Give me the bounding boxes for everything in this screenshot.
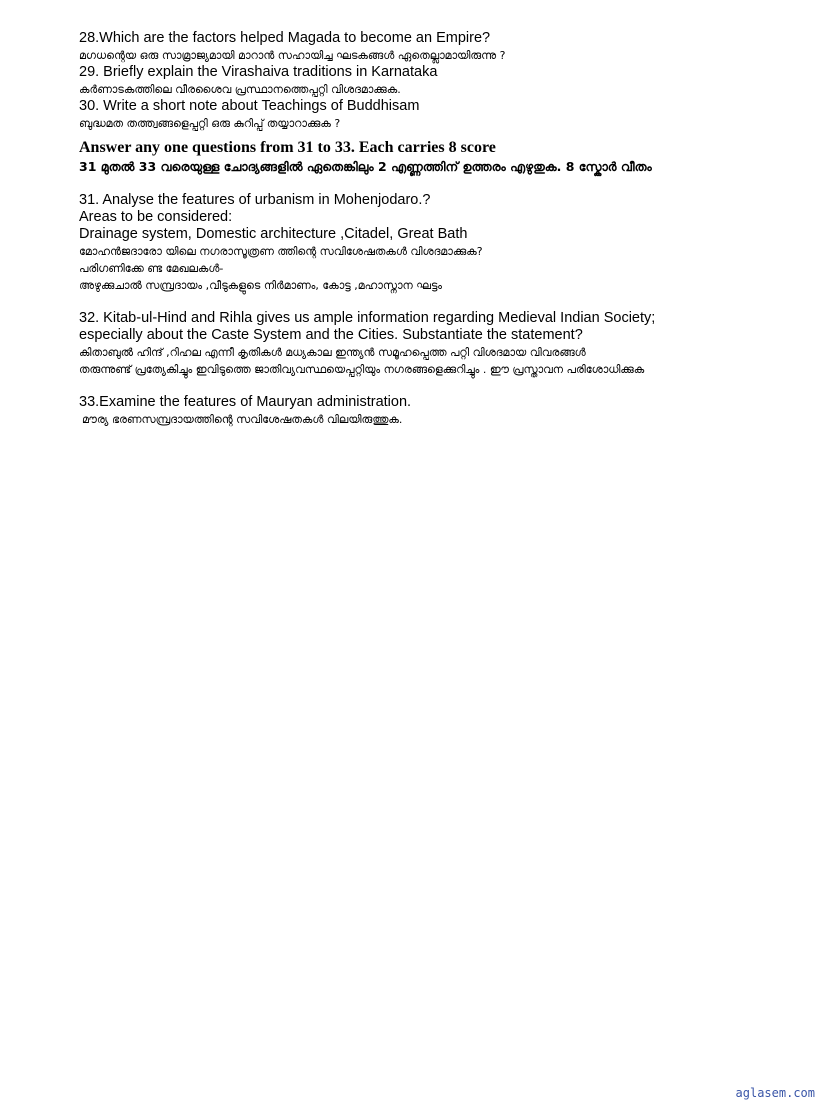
question-30-english: 30. Write a short note about Teachings of Buddhisam	[79, 98, 420, 114]
spacer	[79, 176, 809, 192]
section-heading-malayalam: 31 മുതൽ 33 വരെയുള്ള ചോദ്യങ്ങളിൽ ഏതെങ്കിലും 2 എണ്ണത്തിന് ഉത്തരം എഴുതുക. 8 സ്കോർ വീതം	[79, 159, 652, 174]
question-29-malayalam: കർണാടകത്തിലെ വീരശൈവ പ്രസ്ഥാനത്തെപ്പറ്റി വിശദമാക്കുക.	[79, 83, 401, 96]
question-28-english: 28.Which are the factors helped Magada to become an Empire?	[79, 30, 491, 46]
document-page	[79, 30, 809, 428]
question-31-areas-list: Drainage system, Domestic architecture ,Citadel, Great Bath	[79, 226, 468, 242]
question-32-english-line2: especially about the Caste System and the Cities. Substantiate the statement?	[79, 327, 583, 343]
watermark-link[interactable]: aglasem.com	[735, 1086, 815, 1100]
question-31-areas-label-malayalam: പരിഗണിക്കേ ണ്ട മേഖലകൾ-	[79, 262, 224, 275]
question-30-malayalam: ബുദ്ധമത തത്ത്വങ്ങളെപ്പറ്റി ഒരു കുറിപ്പ് തയ്യാറാക്കുക ?	[79, 117, 341, 130]
question-31-malayalam: മോഹൻജദാരോ യിലെ നഗരാസൂത്രണ ത്തിന്റെ സവിശേഷതകൾ വിശദമാക്കുക?	[79, 245, 483, 258]
question-32-malayalam-line2: തരുന്നുണ്ട് പ്രത്യേകിച്ചും ഇവിടുത്തെ ജാതിവ്യവസ്ഥയെപ്പറ്റിയും നഗരങ്ങളെക്കുറിച്ചും . ഈ പ്രസ്താവന പരിശോധിക്കുക	[79, 363, 645, 376]
question-33-malayalam: മൗര്യ ഭരണസമ്പ്രദായത്തിന്റെ സവിശേഷതകൾ വിലയിരുത്തുക.	[82, 413, 403, 426]
question-28-malayalam: മഗധന്റെയ ഒരു സാമ്രാജ്യമായി മാറാൻ സഹായിച്ച ഘടകങ്ങൾ ഏതെല്ലാമായിരുന്നു ?	[79, 49, 506, 62]
question-29-english: 29. Briefly explain the Virashaiva traditions in Karnataka	[79, 64, 438, 80]
question-31-english: 31. Analyse the features of urbanism in Mohenjodaro.?	[79, 192, 431, 208]
question-32-english-line1: 32. Kitab-ul-Hind and Rihla gives us ample information regarding Medieval Indian Society;	[79, 310, 656, 326]
question-32-malayalam-line1: കിതാബുൽ ഹിന്ദ് ,റിഹല എന്നീ കൃതികൾ മധ്യകാല ഇന്ത്യൻ സമൂഹപ്പെത്ത പറ്റി വിശദമായ വിവരങ്ങൾ	[79, 346, 586, 359]
question-31-areas-label: Areas to be considered:	[79, 209, 233, 225]
spacer	[79, 378, 809, 394]
question-31-areas-list-malayalam: അഴുക്കുചാൽ സമ്പ്രദായം ,വീടുകളുടെ നിർമാണം, കോട്ട ,മഹാസ്നാന ഘട്ടം	[79, 279, 443, 292]
section-heading: Answer any one questions from 31 to 33. Each carries 8 score	[79, 139, 496, 156]
spacer	[79, 294, 809, 310]
question-33-english: 33.Examine the features of Mauryan administration.	[79, 394, 412, 410]
